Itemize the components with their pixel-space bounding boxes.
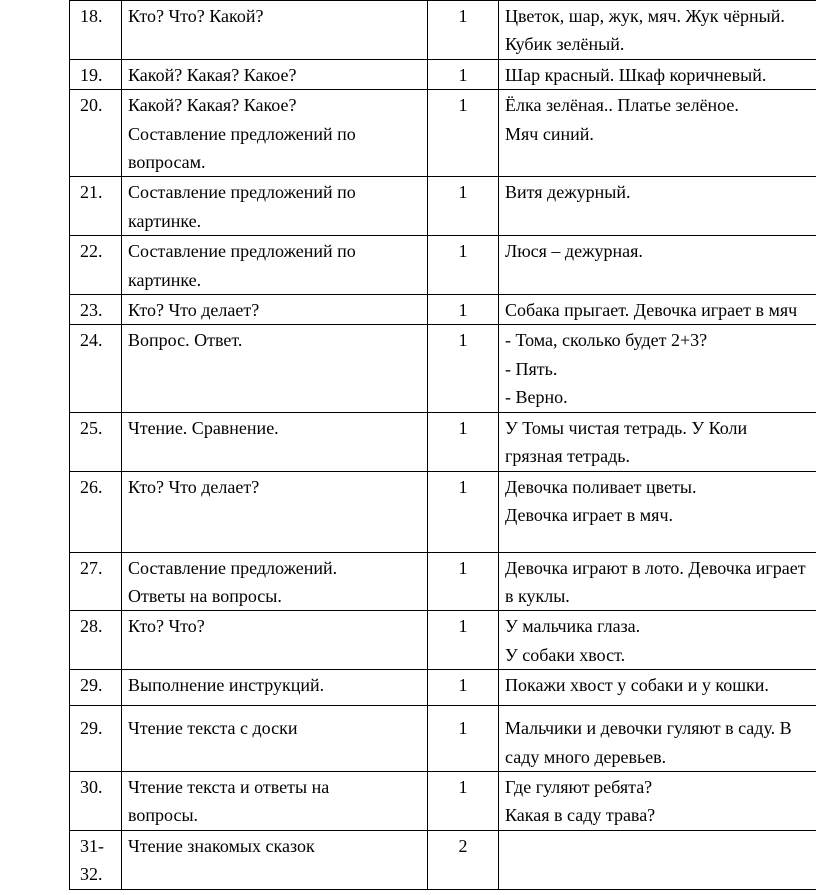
lesson-topic-cell: [122, 295, 428, 325]
lesson-example-line: грязная тетрадь.: [505, 446, 630, 467]
lesson-hours: 1: [458, 616, 468, 637]
lesson-hours-cell: [428, 59, 499, 89]
lesson-example-line: Покажи хвост у собаки и у кошки.: [505, 675, 769, 696]
table-row: [70, 412, 816, 471]
lesson-number: 28.: [80, 616, 103, 637]
lesson-topic-line: Составление предложений по: [128, 123, 356, 144]
lesson-topic-line: Какой? Какая? Какое?: [128, 64, 297, 85]
lesson-topic-line: Кто? Что? Какой?: [128, 6, 264, 26]
lesson-hours: 1: [458, 557, 468, 578]
lesson-hours-cell: [428, 611, 499, 670]
lesson-hours-cell: [428, 90, 499, 177]
lesson-hours: 1: [458, 6, 468, 26]
lesson-number: 30.: [80, 776, 103, 797]
lesson-topic-cell: [122, 830, 428, 889]
lesson-example-line: Люся – дежурная.: [505, 241, 643, 262]
lesson-number: 29.: [80, 718, 103, 739]
lesson-topic-cell: [122, 552, 428, 611]
lesson-topic-line: Кто? Что делает?: [128, 300, 260, 321]
lesson-topic-line: картинке.: [128, 210, 202, 231]
lesson-topic-cell: [122, 670, 428, 706]
lesson-hours: 1: [458, 417, 468, 438]
lesson-hours-cell: [428, 177, 499, 236]
lesson-number: 20.: [80, 95, 103, 116]
lesson-hours-cell: [428, 471, 499, 552]
lesson-hours-cell: [428, 552, 499, 611]
table-row: [70, 59, 816, 89]
table-row: [70, 90, 816, 177]
lesson-hours: 1: [458, 330, 468, 351]
lesson-example-line: У собаки хвост.: [505, 644, 626, 665]
lesson-example-cell: [499, 706, 816, 772]
lesson-hours: 1: [458, 675, 468, 696]
lesson-topic-line: Выполнение инструкций.: [128, 675, 325, 696]
lesson-example-cell: [499, 412, 816, 471]
lesson-hours-cell: [428, 412, 499, 471]
lesson-example-line: У мальчика глаза.: [505, 616, 641, 637]
lesson-hours: 1: [458, 776, 468, 797]
lesson-number: 25.: [80, 417, 103, 438]
lesson-hours: 2: [458, 835, 468, 856]
lesson-number: 29.: [80, 675, 103, 696]
lesson-number-cell: [70, 670, 122, 706]
lesson-example-cell: [499, 325, 816, 412]
lesson-example-line: Ёлка зелёная.. Платье зелёное.: [505, 95, 739, 116]
lesson-topic-line: Чтение знакомых сказок: [128, 835, 315, 856]
lesson-hours-cell: [428, 295, 499, 325]
lesson-example-line: Девочка поливает цветы.: [505, 476, 697, 497]
lesson-example-line: - Верно.: [505, 387, 568, 408]
lesson-number-cell: [70, 90, 122, 177]
lesson-topic-cell: [122, 90, 428, 177]
lesson-topic-line: Вопрос. Ответ.: [128, 330, 243, 351]
lesson-number: 24.: [80, 330, 103, 351]
lesson-number-cell: [70, 706, 122, 772]
lesson-topic-line: Какой? Какая? Какое?: [128, 95, 297, 116]
lesson-example-line: Кубик зелёный.: [505, 34, 625, 55]
lesson-number-cell: [70, 552, 122, 611]
lesson-hours: 1: [458, 300, 468, 321]
lesson-example-cell: [499, 552, 816, 611]
table-row: [70, 325, 816, 412]
lesson-hours-cell: [428, 325, 499, 412]
table-row: [70, 706, 816, 772]
lesson-example-cell: [499, 670, 816, 706]
lesson-topic-cell: [122, 611, 428, 670]
lesson-number-cell: [70, 325, 122, 412]
lesson-hours-cell: [428, 771, 499, 830]
lesson-topic-line: Составление предложений по: [128, 241, 356, 262]
lesson-topic-line: Чтение текста с доски: [128, 718, 298, 739]
lesson-topic-cell: [122, 771, 428, 830]
lesson-hours-cell: [428, 1, 499, 60]
lesson-number: 27.: [80, 557, 103, 578]
lesson-example-line: Какая в саду трава?: [505, 805, 656, 826]
lesson-example-line: в куклы.: [505, 585, 570, 606]
lesson-topic-line: Составление предложений.: [128, 557, 338, 578]
lesson-example-cell: [499, 177, 816, 236]
lesson-topic-cell: [122, 177, 428, 236]
lesson-example-cell: [499, 295, 816, 325]
lesson-example-line: Собака прыгает. Девочка играет в мяч: [505, 300, 798, 321]
lesson-example-line: - Тома, сколько будет 2+3?: [505, 330, 708, 351]
lesson-example-line: Мальчики и девочки гуляют в саду. В: [505, 718, 792, 739]
table-row: [70, 611, 816, 670]
lesson-number: 23.: [80, 300, 103, 321]
lesson-number-cell: [70, 295, 122, 325]
lesson-topic-line: Кто? Что делает?: [128, 476, 260, 497]
lesson-plan-table: [69, 0, 816, 890]
lesson-example-line: Девочка играет в мяч.: [505, 504, 673, 525]
lesson-hours-cell: [428, 830, 499, 889]
lesson-number-cell: [70, 611, 122, 670]
lesson-hours: 1: [458, 718, 468, 739]
lesson-number: 19.: [80, 64, 103, 85]
lesson-topic-cell: [122, 325, 428, 412]
lesson-topic-line: Ответы на вопросы.: [128, 585, 282, 606]
lesson-example-cell: [499, 771, 816, 830]
lesson-example-cell: [499, 471, 816, 552]
table-row: [70, 177, 816, 236]
lesson-example-line: У Томы чистая тетрадь. У Коли: [505, 417, 748, 438]
lesson-topic-cell: [122, 236, 428, 295]
lesson-hours-cell: [428, 670, 499, 706]
lesson-hours: 1: [458, 64, 468, 85]
lesson-example-line: - Пять.: [505, 358, 558, 379]
lesson-number-cell: [70, 236, 122, 295]
lesson-example-cell: [499, 611, 816, 670]
lesson-example-cell: [499, 236, 816, 295]
lesson-example-line: Девочка играют в лото. Девочка играет: [505, 557, 806, 578]
lesson-number-cell: [70, 177, 122, 236]
lesson-hours-cell: [428, 236, 499, 295]
lesson-topic-cell: [122, 412, 428, 471]
lesson-number: 26.: [80, 476, 103, 497]
lesson-example-line: саду много деревьев.: [505, 746, 667, 767]
lesson-number-cell: [70, 471, 122, 552]
lesson-hours: 1: [458, 182, 468, 203]
lesson-example-cell: [499, 59, 816, 89]
lesson-plan-table-body: [70, 1, 816, 890]
lesson-example-line: Шар красный. Шкаф коричневый.: [505, 64, 767, 85]
lesson-topic-line: картинке.: [128, 269, 202, 290]
lesson-number-cell: [70, 412, 122, 471]
lesson-topic-line: вопросы.: [128, 805, 199, 826]
table-row: [70, 295, 816, 325]
lesson-example-cell: [499, 90, 816, 177]
table-row: [70, 471, 816, 552]
lesson-hours: 1: [458, 476, 468, 497]
lesson-example-line: Мяч синий.: [505, 123, 594, 144]
lesson-number-cell: [70, 830, 122, 889]
lesson-example-cell: [499, 830, 816, 889]
lesson-topic-cell: [122, 471, 428, 552]
table-row: [70, 771, 816, 830]
lesson-example-cell: [499, 1, 816, 60]
lesson-number: 21.: [80, 182, 103, 203]
lesson-number: 22.: [80, 241, 103, 262]
lesson-number-cell: [70, 1, 122, 60]
lesson-topic-line: Кто? Что?: [128, 616, 205, 637]
lesson-topic-cell: [122, 706, 428, 772]
lesson-topic-line: Чтение текста и ответы на: [128, 776, 330, 797]
lesson-topic-line: Чтение. Сравнение.: [128, 417, 279, 438]
table-row: [70, 236, 816, 295]
lesson-topic-line: вопросам.: [128, 152, 206, 173]
lesson-topic-cell: [122, 1, 428, 60]
table-row: [70, 830, 816, 889]
table-row: [70, 1, 816, 60]
lesson-topic-cell: [122, 59, 428, 89]
lesson-hours: 1: [458, 95, 468, 116]
lesson-example-line: Цветок, шар, жук, мяч. Жук чёрный.: [505, 6, 785, 26]
lesson-number-cell: [70, 771, 122, 830]
lesson-hours: 1: [458, 241, 468, 262]
lesson-number: 18.: [80, 6, 103, 26]
lesson-topic-line: Составление предложений по: [128, 182, 356, 203]
lesson-hours-cell: [428, 706, 499, 772]
lesson-example-line: Витя дежурный.: [505, 182, 631, 203]
lesson-example-line: Где гуляют ребята?: [505, 776, 653, 797]
table-row: [70, 670, 816, 706]
lesson-number-cell: [70, 59, 122, 89]
lesson-number: 31-32.: [80, 835, 104, 885]
table-row: [70, 552, 816, 611]
